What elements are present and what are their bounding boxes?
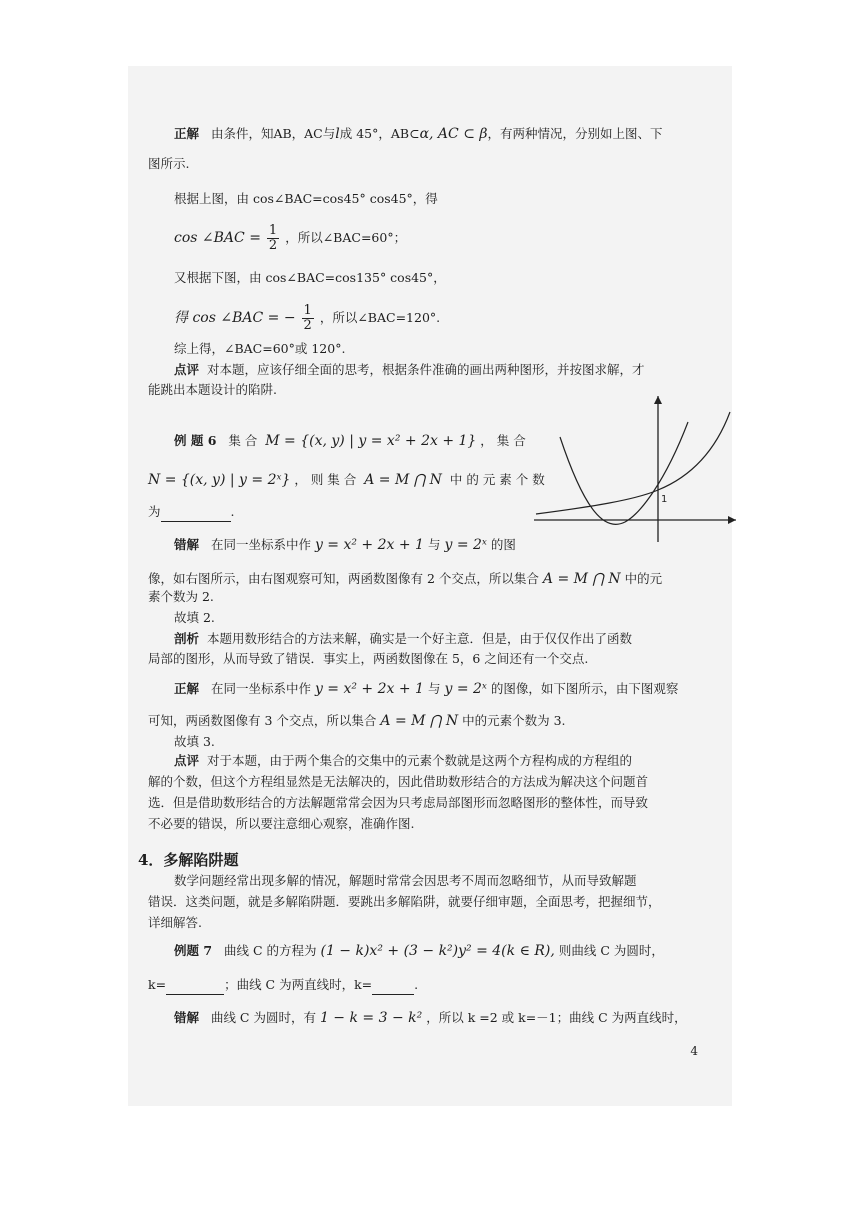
example-7-line-2 [148, 976, 418, 995]
curve-c-equation: (1 − k)x² + (3 − k²)y² = 4(k ∈ R), [320, 943, 555, 959]
answer-blank [161, 503, 231, 522]
example-7-text-3: ；曲线 C 为两直线时，k= [224, 977, 373, 992]
zhengjie-2-text-2: 的图像，如下图所示，由下图观察 [490, 681, 679, 696]
dianping-2-line-1 [174, 752, 632, 770]
cos-bac-line-2 [174, 304, 440, 333]
line-l: l [335, 126, 340, 142]
summary-line: 综上得，∠BAC=60°或 120°. [174, 341, 346, 356]
example-6-text-1: 集 合 [228, 433, 258, 448]
dianping-label: 点评 [174, 362, 200, 377]
cuojie-line-2 [148, 570, 662, 588]
zhengjie-2-line-2 [148, 712, 566, 730]
zhengjie-2-continuation-end: 中的元素个数为 3. [462, 713, 566, 728]
dianping-paragraph-1 [174, 361, 644, 379]
section-4-text-3: 详细解答. [148, 915, 202, 930]
zhengjie-label: 正解 [174, 126, 200, 141]
zhengjie-text: 由条件，知AB，AC与 [210, 126, 336, 141]
zhengjie-2-yu: 与 [427, 681, 441, 696]
set-a-definition: A = M ⋂ N [364, 472, 442, 488]
label-one: 1 [661, 494, 668, 505]
example-6-text-4: 中 的 元 素 个 数 [449, 472, 545, 487]
dianping-continuation: 能跳出本题设计的陷阱. [148, 382, 277, 397]
fraction-one-half-2 [302, 304, 314, 333]
cuojie-line-1 [174, 536, 516, 554]
cos-bac-line-1 [174, 224, 406, 253]
cuojie-set-a: A = M ⋂ N [542, 571, 621, 587]
section-4-text-1: 数学问题经常出现多解的情况，解题时常常会因思考不周而忽略细节，从而导致解题 [174, 873, 637, 888]
section-4-heading: 4．多解陷阱题 [138, 851, 239, 869]
section-4-text-2: 错误．这类问题，就是多解陷阱题．要跳出多解陷阱，就要仔细审题，全面思考，把握细节， [148, 894, 661, 909]
zhengjie-2-parabola: y = x² + 2x + 1 [314, 681, 424, 697]
zhengjie-2-exponential: y = 2ˣ [444, 681, 487, 697]
y-axis-arrow [654, 396, 662, 404]
k-label-1: k= [148, 977, 167, 992]
zhengjie-2-continuation: 可知，两函数图像有 3 个交点，所以集合 [148, 713, 377, 728]
example-7-text-2: 则曲线 C 为圆时， [558, 943, 664, 958]
zhengjie-2-text-1: 在同一坐标系中作 [210, 681, 311, 696]
cos-bac-expression: cos ∠BAC = [174, 230, 261, 246]
cuojie-7-label: 错解 [174, 1010, 200, 1025]
cuojie-label: 错解 [174, 537, 200, 552]
example-6-text-3: ， 则 集 合 [294, 472, 357, 487]
example-7-line-1 [174, 942, 664, 960]
fraction-one-half [267, 224, 279, 253]
example-7-label: 例题 7 [174, 943, 213, 958]
example-6-line-2 [148, 471, 545, 489]
example-6-wei: 为 [148, 504, 161, 519]
answer-blank-lines [372, 976, 414, 995]
pouxi-line-1 [174, 630, 632, 648]
zhengjie-text-3: ，有两种情况，分别如上图、下 [487, 126, 663, 141]
cuojie-yu: 与 [427, 537, 441, 552]
exponential-curve [536, 412, 730, 514]
fraction-denominator-2: 2 [303, 318, 312, 333]
fraction-denominator: 2 [268, 238, 278, 253]
cuojie-text-1: 在同一坐标系中作 [210, 537, 311, 552]
parabola-curve [560, 422, 688, 524]
pouxi-line-2: 局部的图形，从而导致了错误．事实上，两函数图像在 5，6 之间还有一个交点. [148, 651, 589, 666]
page-number: 4 [690, 1044, 698, 1058]
cuojie-7-text-1: 曲线 C 为圆时，有 [210, 1010, 316, 1025]
cuojie-7-text-2: ，所以 k =2 或 k=－1；曲线 C 为两直线时， [426, 1010, 687, 1025]
fraction-numerator-2: 1 [303, 303, 312, 318]
example-7-text-1: 曲线 C 的方程为 [223, 943, 317, 958]
pouxi-text-1: 本题用数形结合的方法来解，确实是一个好主意．但是，由于仅仅作出了函数 [206, 631, 632, 646]
cuojie-continuation: 像，如右图所示，由右图观察可知，两函数图像有 2 个交点，所以集合 [148, 571, 539, 586]
fill-answer-2: 故填 2. [174, 610, 215, 625]
dianping-2-line-2: 解的个数，但这个方程组显然是无法解决的，因此借助数形结合的方法成为解决这个问题首 [148, 774, 649, 789]
example-6-line-3: 为 . [148, 503, 235, 522]
cuojie-7-line [174, 1009, 687, 1027]
cuojie-line-3: 素个数为 2. [148, 589, 214, 604]
cos-bac-result-2: ，所以∠BAC=120°. [319, 310, 441, 325]
equation-exponential: y = 2ˣ [444, 537, 487, 553]
cuojie-7-equation: 1 − k = 3 − k² [319, 1010, 423, 1026]
equation-parabola: y = x² + 2x + 1 [314, 537, 424, 553]
cos-bac-result-1: ，所以∠BAC=60°； [285, 230, 407, 245]
fill-answer-3: 故填 3. [174, 734, 215, 749]
zhengjie-2-label: 正解 [174, 681, 200, 696]
dianping-2-line-3: 选．但是借助数形结合的方法解题常常会因为只考虑局部图形而忽略图形的整体性，而导致 [148, 795, 649, 810]
example-6-text-2: ， 集 合 [480, 433, 526, 448]
zhengjie-2-set-a: A = M ⋂ N [380, 713, 459, 729]
x-axis-arrow [728, 516, 736, 524]
pouxi-label: 剖析 [174, 631, 200, 646]
zhengjie-2-line-1 [174, 680, 678, 698]
plane-relations: α, AC ⊂ β [419, 126, 488, 142]
fraction-numerator: 1 [268, 223, 278, 238]
function-graph-figure [530, 392, 740, 544]
dianping-2-line-4: 不必要的错误，所以要注意细心观察，准确作图. [148, 816, 415, 831]
zhengjie-continuation: 图所示. [148, 156, 190, 171]
cuojie-continuation-end: 中的元 [624, 571, 663, 586]
cuojie-text-2: 的图 [490, 537, 516, 552]
lower-figure-line: 又根据下图，由 cos∠BAC=cos135° cos45°， [174, 270, 446, 285]
example-6-line-1 [174, 432, 526, 450]
zhengjie-paragraph-1 [174, 125, 662, 143]
answer-blank-circle [166, 976, 224, 995]
dianping-text: 对本题，应该仔细全面的思考，根据条件准确的画出两种图形，并按图求解，才 [206, 362, 645, 377]
example-7-end: . [414, 977, 419, 992]
set-n-definition: N = {(x, y) | y = 2ˣ} [148, 472, 291, 488]
zhengjie-text-2: 成 45°，AB⊂ [339, 126, 420, 141]
set-m-definition: M = {(x, y) | y = x² + 2x + 1} [265, 433, 477, 449]
dianping-2-text-1: 对于本题，由于两个集合的交集中的元素个数就是这两个方程构成的方程组的 [206, 753, 632, 768]
cos-bac-expression-2: 得 cos ∠BAC = − [174, 310, 296, 326]
upper-figure-line: 根据上图，由 cos∠BAC=cos45° cos45°，得 [174, 191, 438, 206]
example-6-label: 例 题 6 [174, 433, 217, 448]
dianping-2-label: 点评 [174, 753, 200, 768]
